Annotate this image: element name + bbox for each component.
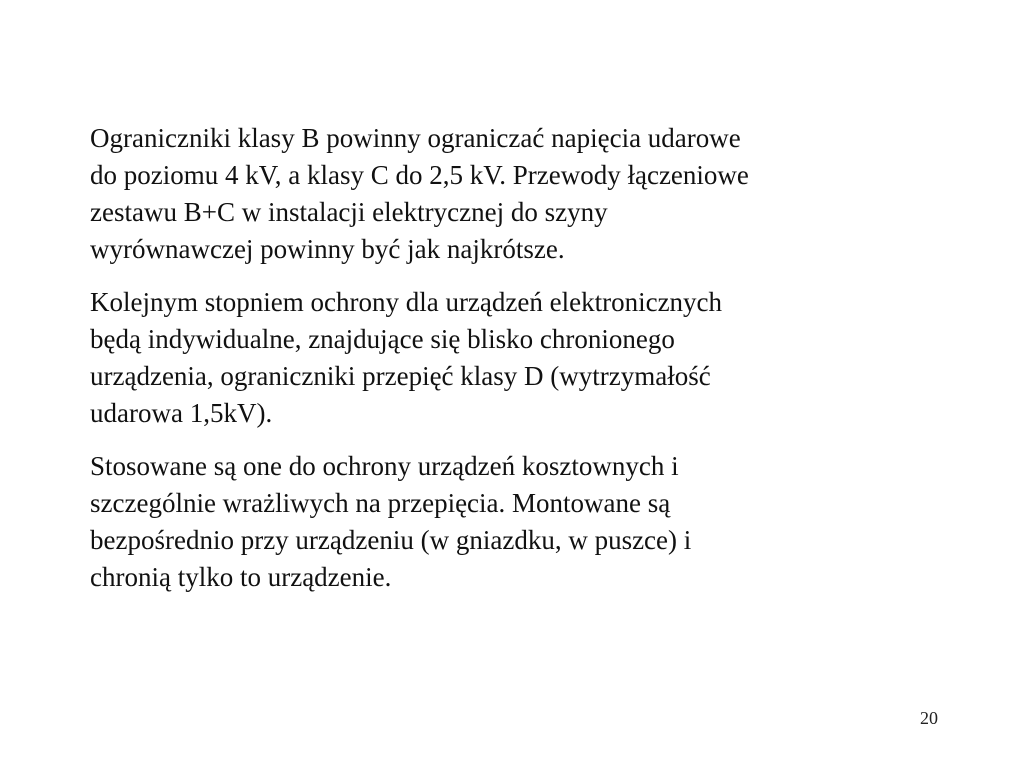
- paragraph-class-b-c-limiters: Ograniczniki klasy B powinny ograniczać napięcia udarowe do poziomu 4 kV, a klasy C do 2,5 kV. Przewody łączeniowe zestawu B+C w instalacji elektrycznej do szyny wyrównawczej powinny być jak najkrótsze.: [90, 123, 749, 264]
- paragraph-class-d-protection: Kolejnym stopniem ochrony dla urządzeń elektronicznych będą indywidualne, znajdujące się blisko chronionego urządzenia, ograniczniki przepięć klasy D (wytrzymałość udarowa 1,5kV).: [90, 287, 723, 428]
- slide-number: 20: [920, 708, 938, 728]
- paragraph-device-protection-usage: Stosowane są one do ochrony urządzeń kosztownych i szczególnie wrażliwych na przepięcia. Montowane są bezpośrednio przy urządzeniu (w gniazdku, w puszce) i chronią tylko to urządzenie.: [90, 451, 692, 592]
- slide-content: [90, 120, 940, 612]
